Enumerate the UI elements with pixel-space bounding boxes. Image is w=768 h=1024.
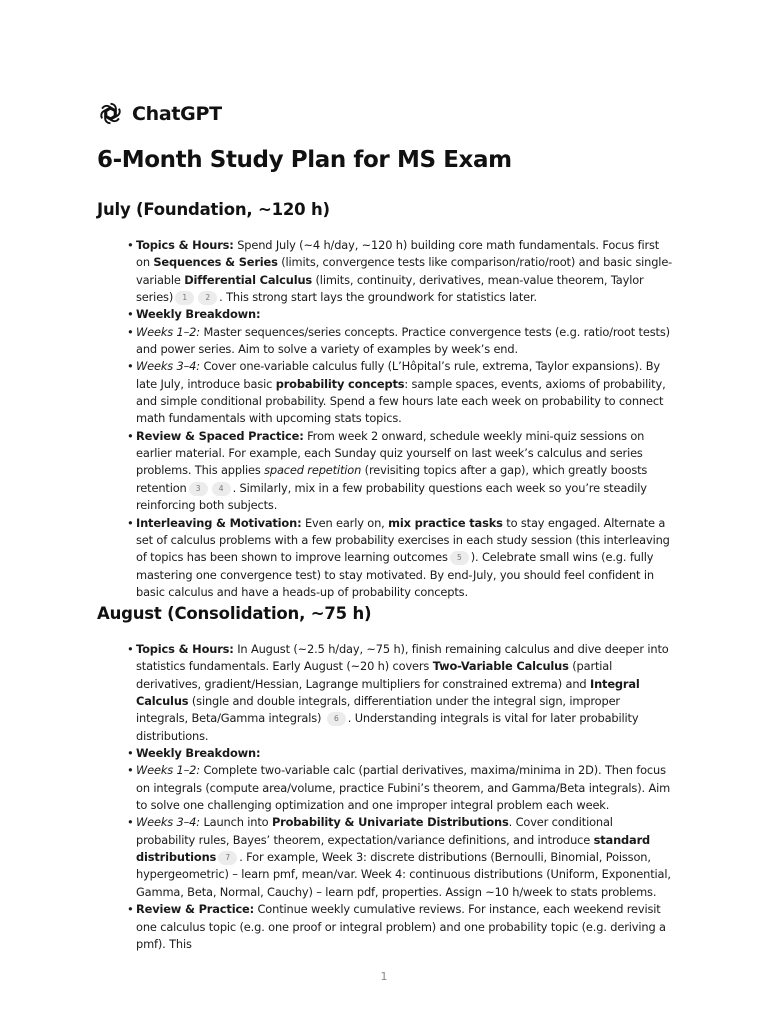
- body-text: (revisiting topics after a gap), which greatly boosts retention: [136, 463, 648, 495]
- body-text: . Cover conditional probability rules, Bayes’ theorem, expectation/variance definitions, and introduce: [136, 815, 613, 847]
- bold-text: Topics & Hours:: [136, 238, 234, 252]
- body-text: . Similarly, mix in a few probability questions each week so you’re steadily reinforcing both subjects.: [136, 480, 647, 513]
- bold-text: Sequences & Series: [153, 255, 278, 270]
- body-text: : sample spaces, events, axioms of probability, and simple conditional probability. Spend a few hours late each week on probability to connect math fundamentals with upcoming stats topics.: [136, 376, 666, 426]
- list-item: [127, 814, 675, 901]
- brand-name: ChatGPT: [132, 102, 222, 125]
- italic-text: Weeks 1–2:: [136, 324, 200, 339]
- list-item: [127, 745, 675, 762]
- citation-badge[interactable]: 4: [212, 482, 231, 496]
- body-text: (single and double integrals, differentiation under the integral sign, improper integrals, Beta/Gamma integrals): [136, 694, 620, 726]
- body-text: ). Celebrate small wins (e.g. fully mastering one convergence test) to stay motivated. By end-July, you should feel confident in basic calculus and have a heads-up of probability concepts.: [136, 550, 654, 599]
- body-text: . This strong start lays the groundwork for statistics later.: [219, 290, 537, 305]
- citation-badge[interactable]: 1: [175, 291, 194, 305]
- bold-text: Probability & Univariate Distributions: [271, 815, 509, 830]
- list-item: [127, 306, 675, 323]
- body-text: . Understanding integrals is vital for later probability distributions.: [136, 711, 639, 743]
- bold-text: Weekly Breakdown:: [136, 746, 261, 761]
- citation-badge[interactable]: 6: [327, 712, 346, 726]
- list-item: [127, 358, 675, 427]
- body-text: Spend July (~4 h/day, ~120 h) building core math fundamentals. Focus first on: [136, 238, 660, 270]
- list-item: [127, 237, 675, 306]
- list-item: [127, 515, 675, 602]
- citation-badge[interactable]: 7: [218, 851, 237, 865]
- bold-text: Topics & Hours:: [136, 642, 234, 656]
- italic-text: Weeks 1–2:: [136, 763, 200, 778]
- openai-logo-icon: [97, 100, 124, 127]
- section-heading-july: July (Foundation, ~120 h): [97, 200, 330, 219]
- body-text: (partial derivatives, gradient/Hessian, Lagrange multipliers for constrained extrema) and: [136, 659, 613, 691]
- document-title: 6-Month Study Plan for MS Exam: [97, 147, 512, 173]
- citation-badge[interactable]: 3: [189, 482, 208, 496]
- body-text: In August (~2.5 h/day, ~75 h), finish remaining calculus and dive deeper into statistics fundamentals. Early August (~20 h) covers: [136, 642, 669, 674]
- bold-text: Review & Practice:: [136, 902, 255, 917]
- bold-text: probability concepts: [275, 376, 405, 391]
- bold-text: Weekly Breakdown:: [136, 307, 261, 322]
- body-text: Launch into: [199, 815, 272, 830]
- body-text: (limits, continuity, derivatives, mean-value theorem, Taylor series): [136, 272, 644, 305]
- italic-text: Weeks 3–4:: [136, 359, 200, 374]
- bold-text: Interleaving & Motivation:: [136, 515, 302, 530]
- body-text: Cover one-variable calculus fully (L’Hôpital’s rule, extrema, Taylor expansions). By late July, introduce basic: [136, 359, 661, 391]
- body-text: . For example, Week 3: discrete distributions (Bernoulli, Binomial, Poisson, hypergeometric) – learn pmf, mean/var. Week 4: continuous distributions (Uniform, Exponential, Gamma, Beta, Normal, Cauchy) – learn pdf, properties. Assign ~10 h/week to stats problems.: [136, 850, 671, 899]
- body-text: Even early on,: [301, 515, 389, 530]
- bold-text: standard distributions: [136, 832, 651, 865]
- italic-text: spaced repetition: [264, 463, 362, 478]
- page-number: 1: [380, 970, 388, 983]
- list-item: [127, 762, 675, 814]
- list-item: [127, 324, 675, 359]
- list-item: [127, 641, 675, 745]
- citation-badge[interactable]: 5: [450, 551, 469, 565]
- bold-text: mix practice tasks: [388, 515, 503, 530]
- body-text: From week 2 onward, schedule weekly mini-quiz sessions on earlier material. For example, each Sunday quiz yourself on last week’s calculus and series problems. This applies: [136, 428, 645, 478]
- bold-text: Two-Variable Calculus: [432, 659, 569, 674]
- italic-text: Weeks 3–4:: [136, 815, 200, 830]
- body-text: Master sequences/series concepts. Practice convergence tests (e.g. ratio/root tests) and power series. Aim to solve a variety of examples by week’s end.: [136, 324, 670, 357]
- bold-text: Integral Calculus: [136, 676, 640, 709]
- body-text: to stay engaged. Alternate a set of calculus problems with a few probability exercises in each study session (this interleaving of topics has been shown to improve learning outcomes: [136, 515, 670, 565]
- bold-text: Review & Spaced Practice:: [136, 428, 304, 443]
- list-item: [127, 901, 675, 953]
- citation-badge[interactable]: 2: [198, 291, 217, 305]
- body-text: Continue weekly cumulative reviews. For instance, each weekend revisit one calculus topic (e.g. one proof or integral problem) and one probability topic (e.g. deriving a pmf). This: [136, 902, 666, 951]
- section-list-august: [127, 641, 675, 953]
- body-text: Complete two-variable calc (partial derivatives, maxima/minima in 2D). Then focus on integrals (compute area/volume, practice Fubini’s theorem, and Gamma/Beta integrals). Aim to solve one challenging optimization and one improper integral problem each week.: [136, 763, 671, 813]
- body-text: (limits, convergence tests like comparison/ratio/root) and basic single-variable: [136, 255, 673, 287]
- section-list-july: [127, 237, 675, 601]
- bold-text: Differential Calculus: [184, 272, 313, 287]
- brand-logo: [97, 100, 222, 127]
- list-item: [127, 428, 675, 515]
- section-heading-august: August (Consolidation, ~75 h): [97, 604, 372, 623]
